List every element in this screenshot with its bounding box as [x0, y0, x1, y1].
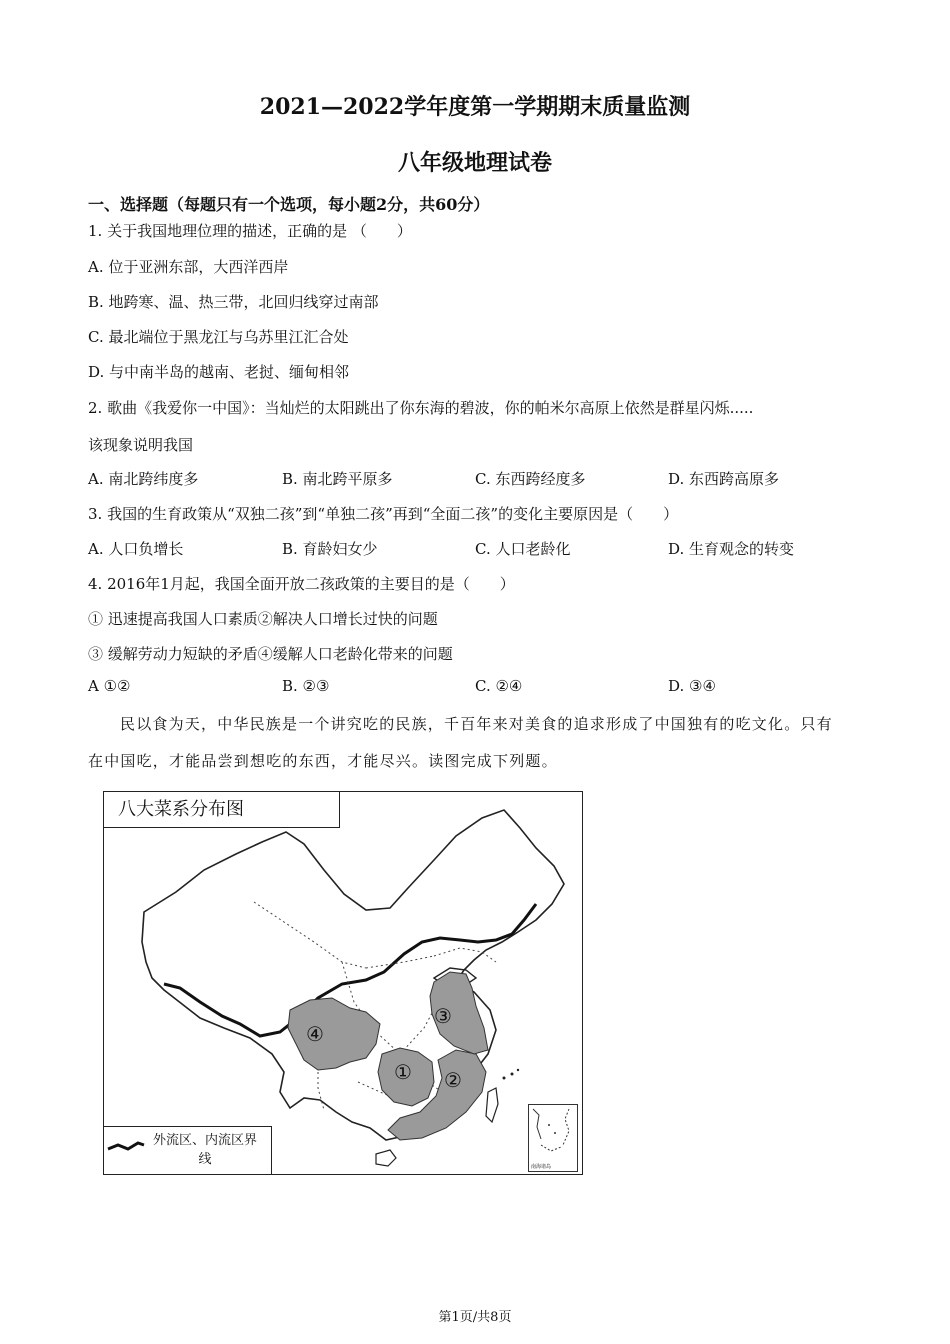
region-4-label: ④	[306, 1022, 324, 1046]
question-2-option-a: A. 南北跨纬度多	[88, 470, 199, 488]
country-outline	[142, 810, 564, 1140]
page-title: 2021—2022学年度第一学期期末质量监测	[259, 94, 691, 120]
question-2-option-b: B. 南北跨平原多	[282, 470, 393, 488]
question-3-option-c: C. 人口老龄化	[475, 540, 571, 558]
question-1-option-a: A. 位于亚洲东部，大西洋西岸	[88, 258, 289, 276]
question-1-stem: 1. 关于我国地理位理的描述，正确的是 （ ）	[88, 222, 412, 240]
question-3-option-d: D. 生育观念的转变	[668, 540, 795, 558]
question-2-stem-cont: 该现象说明我国	[88, 436, 194, 454]
question-2-option-d: D. 东西跨高原多	[668, 470, 780, 488]
taiwan-island	[486, 1088, 498, 1122]
question-4-statement-2: ③ 缓解劳动力短缺的矛盾④缓解人口老龄化带来的问题	[88, 645, 453, 663]
map-title: 八大菜系分布图	[104, 792, 340, 828]
page-footer: 第1页/共8页	[438, 1310, 512, 1325]
question-1-option-b: B. 地跨寒、温、热三带，北回归线穿过南部	[88, 293, 379, 311]
question-4-option-c: C. ②④	[475, 677, 523, 695]
region-1-label: ①	[394, 1060, 412, 1084]
question-1-option-d: D. 与中南半岛的越南、老挝、缅甸相邻	[88, 363, 350, 381]
inset-label: 南海诸岛	[531, 1164, 552, 1170]
boundary-line-symbol	[104, 1127, 148, 1173]
map-legend	[104, 1126, 272, 1174]
section-heading: 一、选择题（每题只有一个选项，每小题2分，共60分）	[88, 195, 490, 214]
question-4-option-d: D. ③④	[668, 677, 716, 695]
region-2-label: ②	[444, 1068, 462, 1092]
legend-label: 外流区、内流区界线	[152, 1133, 257, 1167]
question-3-stem: 3. 我国的生育政策从“双独二孩”到“单独二孩”再到“全面二孩”的变化主要原因是（ ）	[88, 505, 679, 523]
inset-map-shape	[529, 1105, 577, 1161]
south-china-sea-inset	[528, 1104, 578, 1172]
passage-line-2: 在中国吃，才能品尝到想吃的东西，才能尽兴。读图完成下列题。	[88, 752, 558, 770]
hainan-island	[376, 1150, 396, 1166]
china-outline-map	[104, 792, 581, 1173]
question-4-statement-1: ① 迅速提高我国人口素质②解决人口增长过快的问题	[88, 610, 438, 628]
passage-line-1: 民以食为天，中华民族是一个讲究吃的民族，千百年来对美食的追求形成了中国独有的吃文化。只有	[120, 715, 833, 733]
region-3-label: ③	[434, 1004, 452, 1028]
question-4-option-b: B. ②③	[282, 677, 330, 695]
question-3-option-b: B. 育龄妇女少	[282, 540, 378, 558]
question-4-stem: 4. 2016年1月起，我国全面开放二孩政策的主要目的是（ ）	[88, 575, 515, 593]
question-2-option-c: C. 东西跨经度多	[475, 470, 586, 488]
region-4-area	[288, 998, 380, 1070]
question-3-option-a: A. 人口负增长	[88, 540, 184, 558]
page-subtitle: 八年级地理试卷	[397, 150, 552, 176]
cuisine-distribution-map	[103, 791, 583, 1175]
question-4-option-a: A ①②	[88, 677, 131, 695]
question-2-stem: 2. 歌曲《我爱你一中国》：当灿烂的太阳跳出了你东海的碧波，你的帕米尔高原上依然是群星闪烁.....	[88, 399, 754, 417]
question-1-option-c: C. 最北端位于黑龙江与乌苏里江汇合处	[88, 328, 349, 346]
